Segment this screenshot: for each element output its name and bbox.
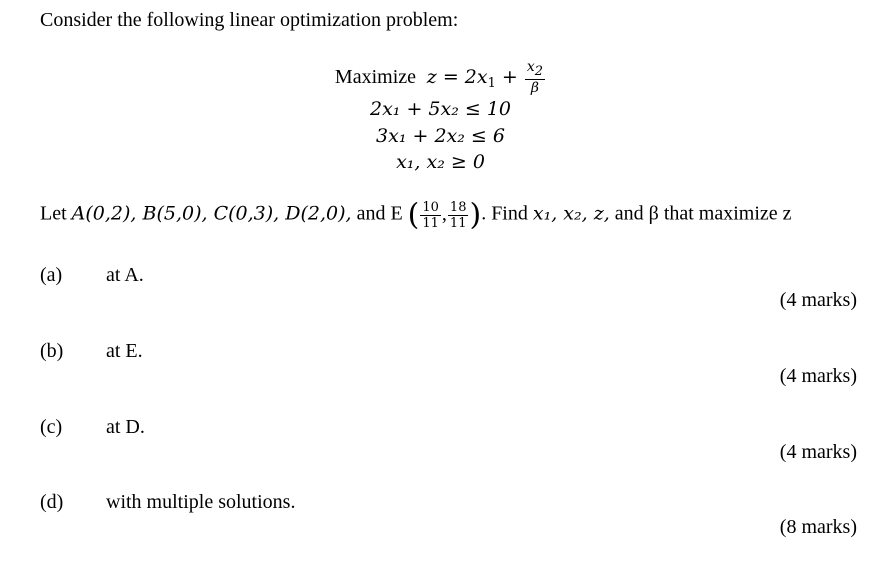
e-x-den: 11 [422,215,439,231]
part-b [40,340,143,363]
part-b-label: (b) [40,340,64,362]
points-and-beta: and β [614,202,659,225]
part-d-label: (d) [40,491,64,513]
objective-frac-num-sub: 2 [534,64,544,79]
points-lead: Let [40,202,67,225]
points-list: A(0,2), B(5,0), C(0,3), D(2,0), [71,202,352,225]
objective-expression: $z = 2x_1$ + $\frac{x_2}{\beta}$ [426,59,544,96]
e-x-num: 10 [422,199,439,215]
part-d [40,491,295,514]
part-a-marks: (4 marks) [779,289,857,311]
problem-intro: Consider the following linear optimization problem: [40,9,459,31]
part-a [40,264,144,287]
part-b-marks: (4 marks) [779,365,857,387]
objective-label: Maximize [334,65,417,88]
point-e-coordinates: ( $\frac{10}{11}$ , $\frac{18}{11}$ ) [407,197,482,232]
points-statement [40,197,792,232]
objective-fraction [525,60,545,95]
constraint-3: x₁, x₂ ≥ 0 [396,151,485,173]
part-c [40,416,145,439]
points-vars: x₁, x₂, z, [532,202,610,225]
points-tail: . Find [481,202,528,225]
constraint-1: 2x₁ + 5x₂ ≤ 10 [369,98,511,120]
e-y-den: 11 [449,215,467,231]
part-d-text: with multiple solutions. [106,491,296,513]
part-d-marks: (8 marks) [779,516,857,538]
points-end: that maximize z [663,202,792,225]
objective-lhs: z = 2x [426,65,488,88]
constraint-2: 3x₁ + 2x₂ ≤ 6 [376,125,505,147]
part-a-text: at A. [106,264,144,286]
part-c-label: (c) [40,416,63,438]
objective-line [0,60,881,95]
points-and-e: and E [356,202,403,225]
part-c-marks: (4 marks) [779,441,857,463]
objective-frac-num: x [526,59,535,75]
objective-frac-den: β [530,80,540,96]
part-a-label: (a) [40,264,63,286]
part-b-text: at E. [106,340,143,362]
part-c-text: at D. [106,416,145,438]
e-y-num: 18 [449,199,467,215]
